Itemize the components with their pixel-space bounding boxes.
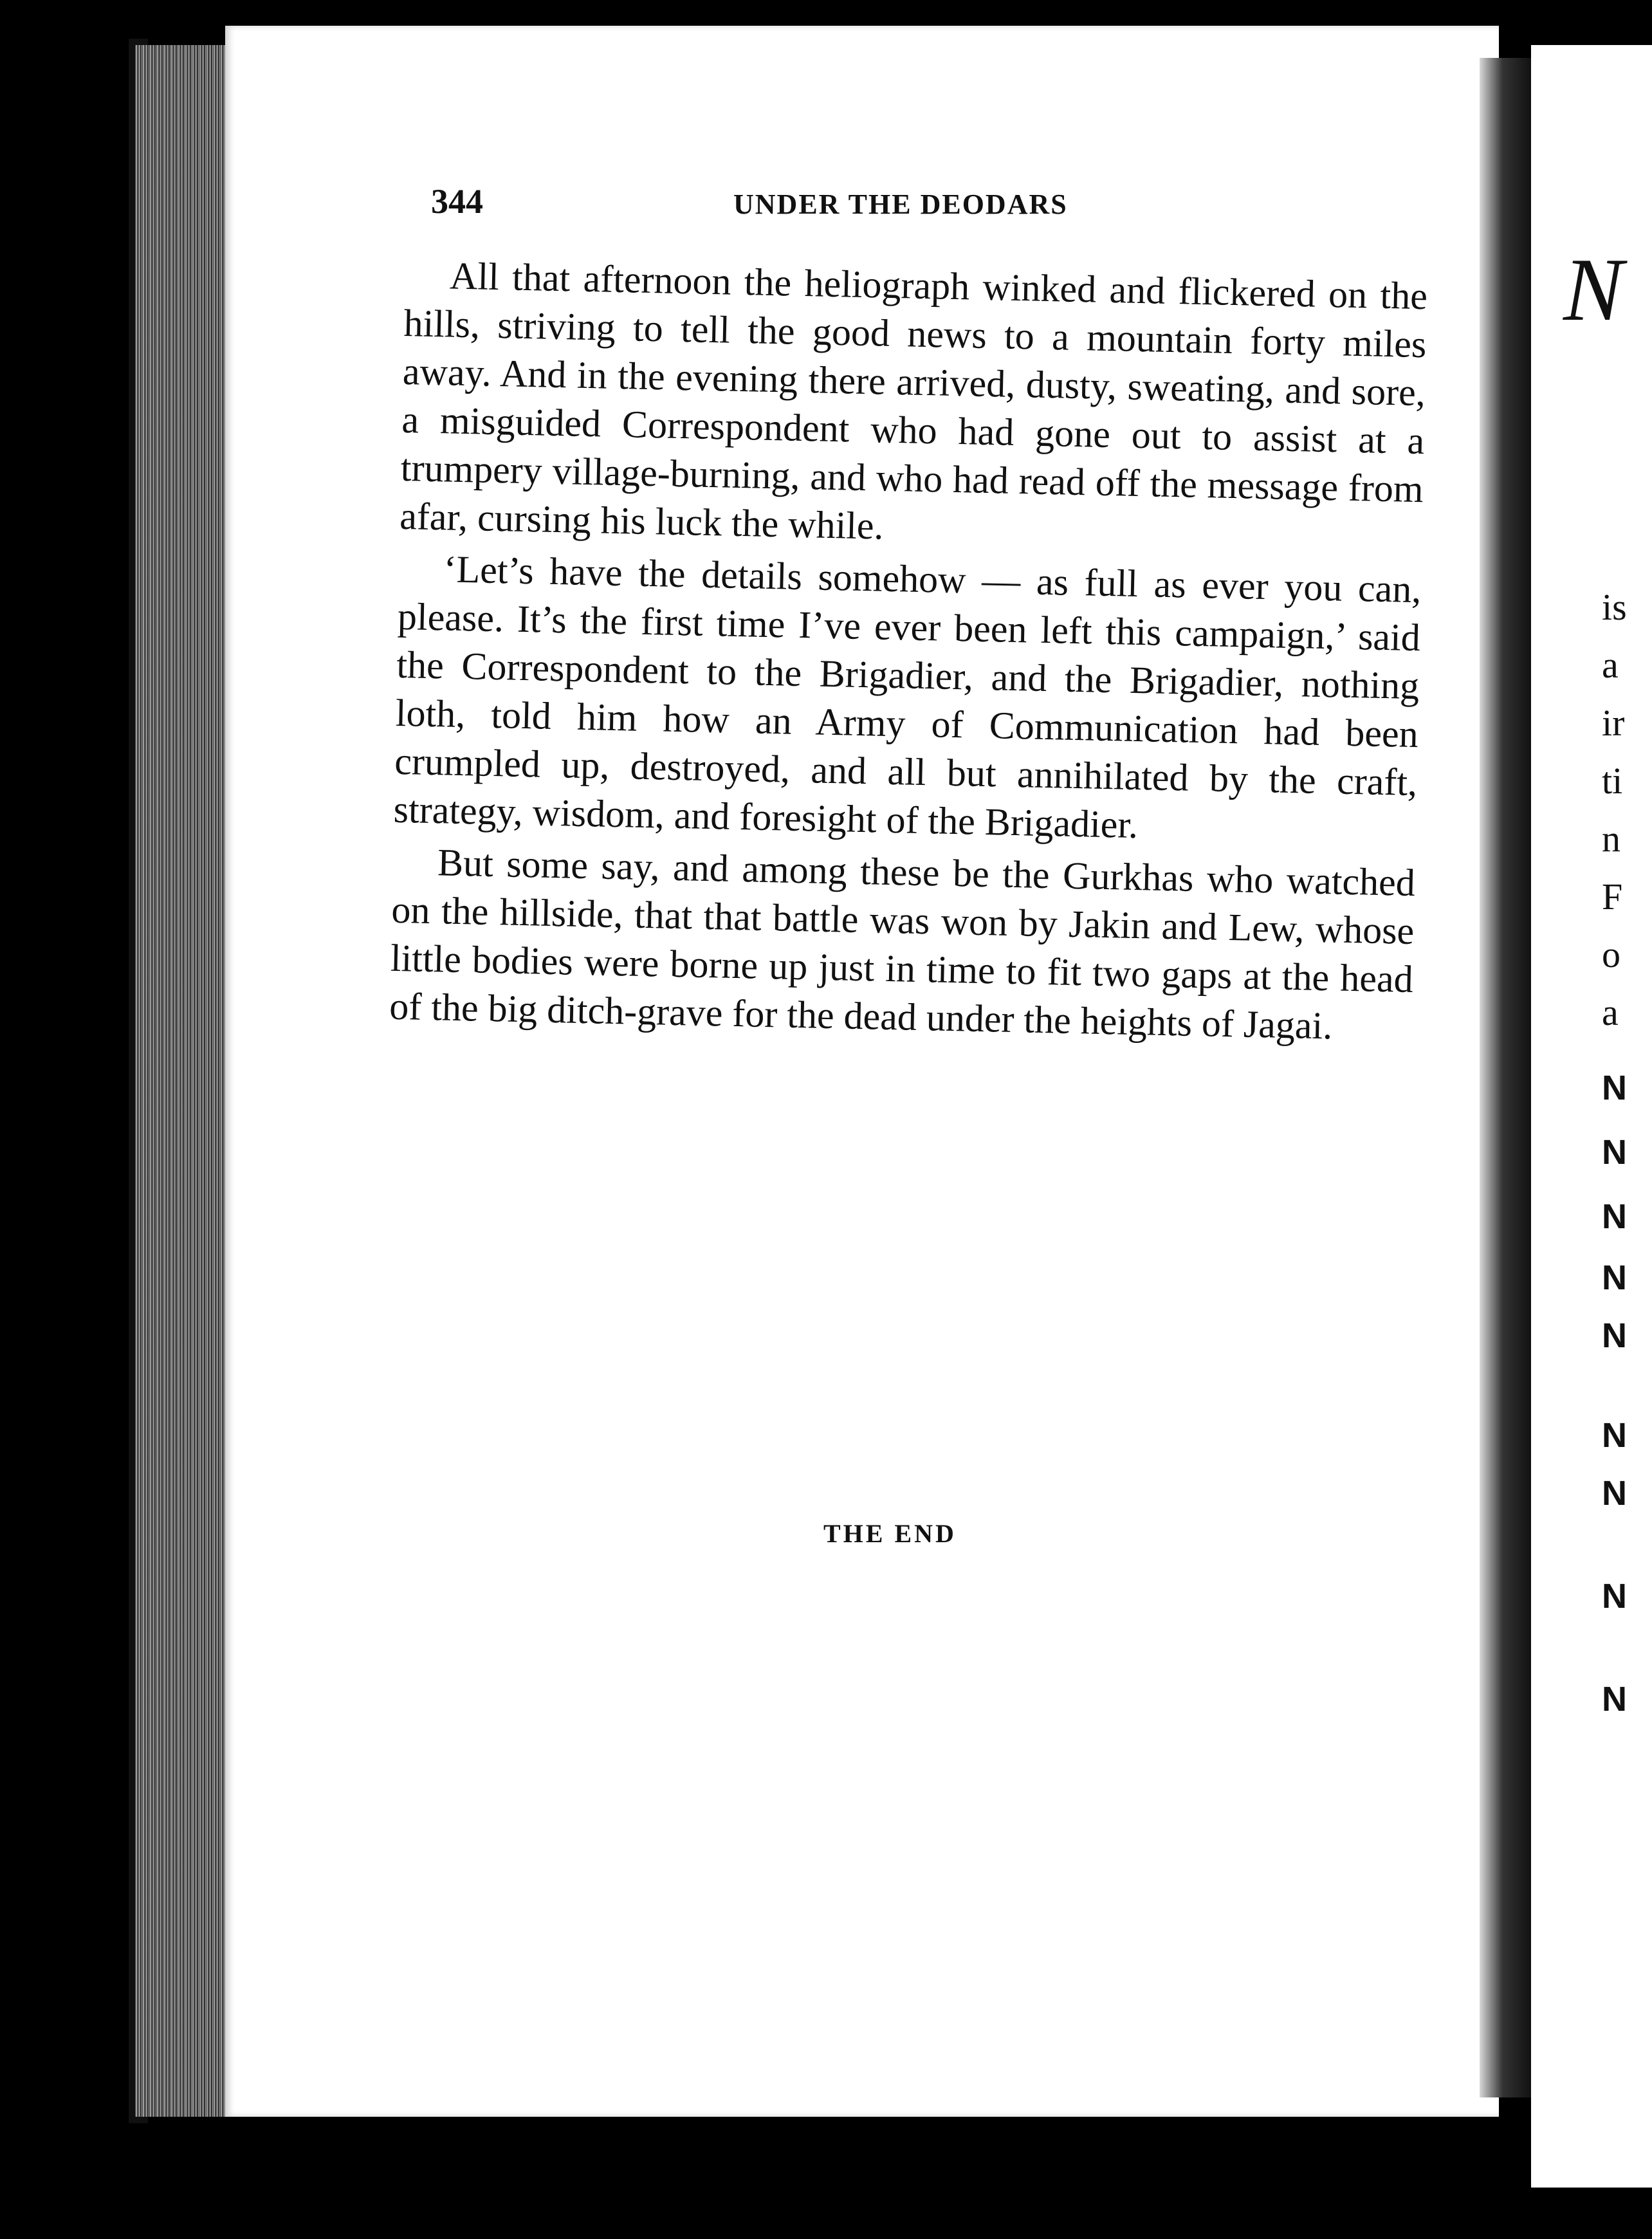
facing-no-fragment: N	[1602, 1069, 1627, 1107]
facing-no-fragment: N	[1602, 1474, 1627, 1513]
paragraph-1: All that afternoon the heliograph winked and flickered on the hills, striving to tell the good news to a mountain forty miles away. And in the evening there arrived, dusty, sweating, and sore, a misguided Correspondent who had gone out to assist at a trumpery village-burning, and who had read off the message from afar, cursing his luck the while.	[399, 254, 1428, 548]
page-edge-stack	[135, 45, 232, 2117]
facing-text-fragment: is	[1602, 586, 1627, 628]
facing-text-fragment: a	[1602, 991, 1619, 1033]
the-end-label: THE END	[823, 1519, 957, 1548]
paragraph-3: But some say, and among these be the Gurkhas who watched on the hillside, that that battle was won by Jakin and Lew, whose little bodies were borne up just in time to fit two gaps at the head of the big ditch-grave for the dead under the heights of Jagai.	[389, 841, 1416, 1047]
facing-no-fragment: N	[1602, 1680, 1627, 1718]
facing-no-fragment: N	[1602, 1197, 1627, 1236]
facing-text-fragment: F	[1602, 876, 1623, 917]
facing-text-fragment: a	[1602, 644, 1619, 686]
facing-text-fragment: ir	[1602, 702, 1625, 744]
facing-text-fragment: ti	[1602, 760, 1623, 802]
facing-no-fragment: N	[1602, 1258, 1627, 1297]
facing-title-fragment: N	[1563, 240, 1624, 340]
running-head: UNDER THE DEODARS	[733, 189, 1068, 220]
page-number: 344	[431, 182, 483, 221]
facing-page	[1531, 45, 1652, 2188]
facing-text-fragment: n	[1602, 818, 1620, 860]
facing-text-fragment: o	[1602, 934, 1620, 975]
facing-no-fragment: N	[1602, 1577, 1627, 1616]
facing-no-fragment: N	[1602, 1133, 1627, 1172]
paragraph-2: ‘Let’s have the details somehow — as full as ever you can, please. It’s the first time I’ve ever been left this campaign,’ said the Correspondent to the Brigadier, and the Brigadier, nothing loth, told him how an Army of Communication had been crumpled up, destroyed, and all but annihilated by the craft, strategy, wisdom, and foresight of the Brigadier.	[393, 548, 1422, 847]
gutter-shadow	[1480, 58, 1531, 2097]
facing-no-fragment: N	[1602, 1416, 1627, 1455]
page-header	[431, 181, 1139, 233]
body-text	[389, 251, 1427, 1056]
facing-no-fragment: N	[1602, 1316, 1627, 1355]
